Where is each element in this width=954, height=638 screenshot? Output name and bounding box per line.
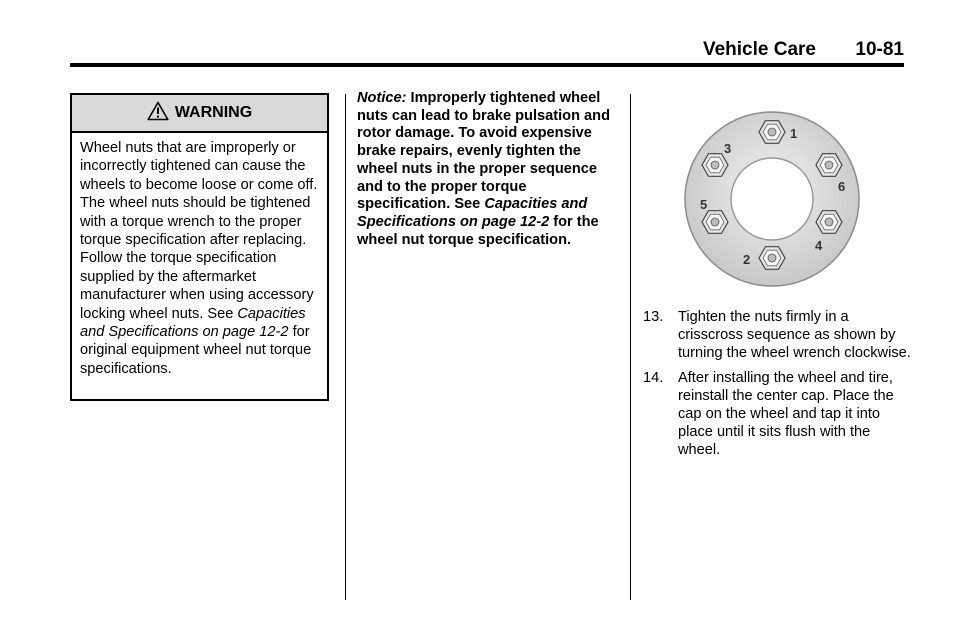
page-number: 10-81: [855, 39, 904, 60]
warning-title: WARNING: [174, 104, 253, 121]
nut-label-4: 4: [815, 238, 823, 253]
wheel-nut-5: [702, 211, 728, 234]
wheel-hub-illustration: [683, 110, 861, 288]
wheel-nut-2: [759, 247, 785, 270]
warning-triangle-icon: [147, 101, 169, 126]
wheel-nut-1: [759, 121, 785, 144]
step-text: Tighten the nuts firmly in a crisscross sequence as shown by turning the wheel wrench clockwise.: [678, 309, 911, 361]
notice-paragraph: Notice: Improperly tightened wheel nuts can lead to brake pulsation and rotor damage. To avoid expensive brake repairs, evenly tighten the wheel nuts in the proper sequence and to the proper torque specification. See Capacities and Specifications on page 12-2 for the wheel nut torque specification.: [357, 90, 611, 248]
notice-reference-link[interactable]: Capacities and Specifications on page 12-2: [357, 196, 588, 230]
notice-label: Notice:: [357, 90, 407, 106]
section-title: Vehicle Care: [702, 39, 816, 60]
step-number: 14.: [643, 370, 664, 386]
wheel-nut-sequence-figure: [683, 110, 861, 288]
wheel-nut-3: [702, 154, 728, 177]
wheel-nut-6: [816, 154, 842, 177]
column-divider-2: [630, 94, 631, 600]
list-item: [643, 308, 911, 362]
page-header: [70, 36, 904, 66]
warning-header: [72, 95, 327, 133]
nut-label-1: 1: [790, 126, 798, 141]
list-item: [643, 369, 911, 459]
nut-label-3: 3: [724, 141, 732, 156]
nut-label-6: 6: [838, 179, 846, 194]
header-rule: [70, 63, 904, 67]
procedure-steps: [643, 308, 911, 466]
step-number: 13.: [643, 309, 664, 325]
step-text: After installing the wheel and tire, reinstall the center cap. Place the cap on the wheel and tap it into place until it sits flush with the wheel.: [678, 370, 894, 458]
column-divider-1: [345, 94, 346, 600]
wheel-nut-4: [816, 211, 842, 234]
nut-label-2: 2: [743, 252, 751, 267]
warning-box: [70, 93, 329, 401]
hub-center-hole: [731, 158, 813, 240]
warning-text: Wheel nuts that are improperly or incorrectly tightened can cause the wheels to become loose or come off. The wheel nuts should be tightened with a torque wrench to the proper torque specification after replacing. Follow the torque specification supplied by the aftermarket manufacturer when using accessory locking wheel nuts. See Capacities and Specifications on page 12-2 for original equipment wheel nut torque specifications.: [80, 140, 318, 377]
nut-label-5: 5: [700, 197, 708, 212]
warning-reference-link[interactable]: Capacities and Specifications on page 12-2: [80, 305, 306, 341]
